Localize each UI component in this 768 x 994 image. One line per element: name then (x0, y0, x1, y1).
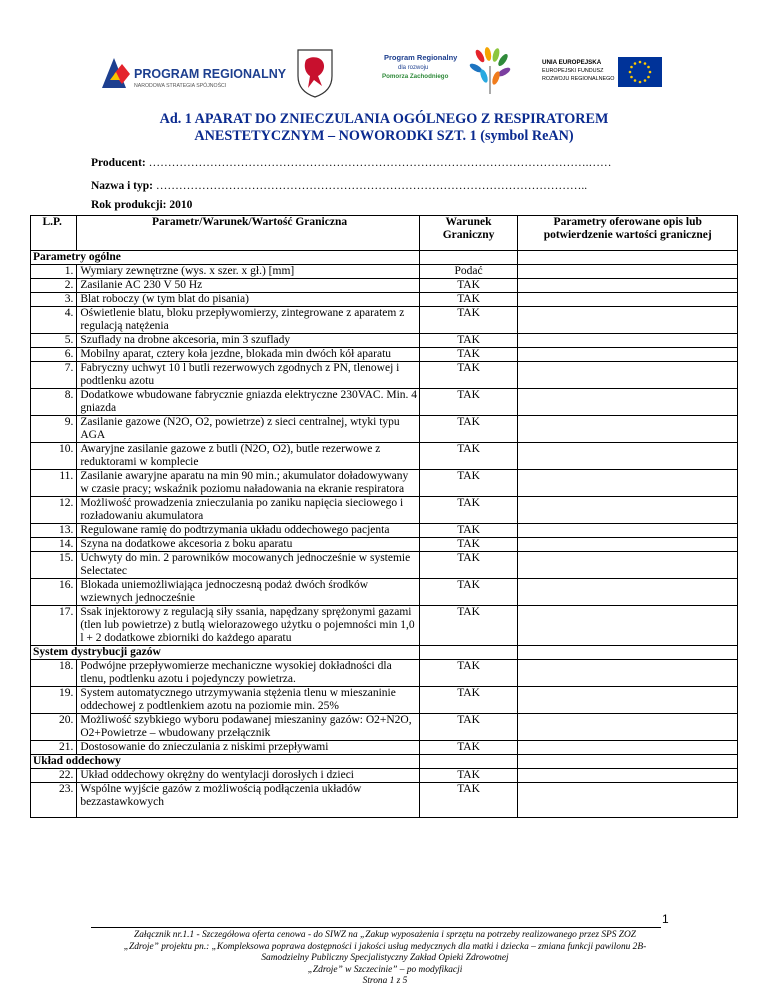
table-row (31, 687, 738, 714)
row-condition: TAK (419, 307, 518, 334)
row-description: Możliwość szybkiego wyboru podawanej mieszaniny gazów: O2+N2O, O2+Powietrze – wbudowany przełącznik (77, 714, 419, 741)
row-offered-parameter[interactable] (518, 348, 738, 362)
row-description: Regulowane ramię do podtrzymania układu oddechowego pacjenta (77, 524, 419, 538)
row-offered-parameter[interactable] (518, 265, 738, 279)
row-number: 19. (31, 687, 77, 714)
row-condition: TAK (419, 416, 518, 443)
row-number: 1. (31, 265, 77, 279)
header-parametr: Parametr/Warunek/Wartość Graniczna (77, 216, 419, 251)
row-description: Szyna na dodatkowe akcesoria z boku aparatu (77, 538, 419, 552)
table-row (31, 307, 738, 334)
row-description: Szuflady na drobne akcesoria, min 3 szuflady (77, 334, 419, 348)
program-regionalny-logo-subtext: NARODOWA STRATEGIA SPÓJNOŚCI (134, 83, 227, 89)
footer-line5: Strona 1 z 5 (362, 976, 408, 986)
table-row (31, 348, 738, 362)
row-number: 12. (31, 497, 77, 524)
section-row (31, 646, 738, 660)
row-condition: TAK (419, 348, 518, 362)
producent-label: Producent: (91, 157, 146, 169)
table-row (31, 606, 738, 646)
pomorze-zachodnie-logo (380, 46, 530, 96)
footer-line2: „Zdroje” projektu pn.: „Kompleksowa poprawa dostępności i jakości usług medycznych dla matki i dziecka – zmiana funkcji pawilonu 2B- (123, 941, 647, 952)
row-condition: TAK (419, 741, 518, 755)
row-offered-parameter[interactable] (518, 579, 738, 606)
row-offered-parameter[interactable] (518, 538, 738, 552)
pomorze-logo-line2: dla rozwoju (398, 65, 429, 71)
rok-value: 2010 (169, 199, 193, 211)
footer-divider (91, 927, 661, 928)
row-description: Fabryczny uchwyt 10 l butli rezerwowych zgodnych z PN, tlenowej i podtlenku azotu (77, 362, 419, 389)
row-number: 23. (31, 783, 77, 818)
program-regionalny-logo (100, 54, 287, 94)
row-offered-parameter[interactable] (518, 714, 738, 741)
row-description: Awaryjne zasilanie gazowe z butli (N2O, O2), butle rezerwowe z reduktorami w komplecie (77, 443, 419, 470)
row-description: Podwójne przepływomierze mechaniczne wysokiej dokładności dla tlenu, podtlenku azotu i pojedynczy powietrza. (77, 660, 419, 687)
row-condition: TAK (419, 579, 518, 606)
eu-logo-line3: ROZWOJU REGIONALNEGO (542, 76, 615, 82)
row-description: Wspólne wyjście gazów z możliwością podłączenia układów bezzastawkowych (77, 783, 419, 818)
row-description: Zasilanie gazowe (N2O, O2, powietrze) z sieci centralnej, wtyki typu AGA (77, 416, 419, 443)
row-number: 18. (31, 660, 77, 687)
row-number: 21. (31, 741, 77, 755)
row-condition: TAK (419, 660, 518, 687)
row-number: 17. (31, 606, 77, 646)
row-offered-parameter[interactable] (518, 552, 738, 579)
eu-logo (540, 54, 665, 90)
row-offered-parameter[interactable] (518, 497, 738, 524)
table-row (31, 362, 738, 389)
pomorze-logo-line3: Pomorza Zachodniego (382, 73, 449, 80)
row-condition: TAK (419, 389, 518, 416)
row-offered-parameter[interactable] (518, 362, 738, 389)
section-title: Układ oddechowy (31, 755, 420, 769)
row-condition: TAK (419, 606, 518, 646)
row-number: 6. (31, 348, 77, 362)
row-number: 2. (31, 279, 77, 293)
row-description: Ssak injektorowy z regulacją siły ssania, napędzany sprężonymi gazami (tlen lub powietrze) z butlą wielorazowego użytku o pojemności min 1,0 l + 2 dodatkowe zbiorniki do każdego aparatu (77, 606, 419, 646)
header-warunek: Warunek Graniczny (419, 216, 518, 251)
row-description: System automatycznego utrzymywania stężenia tlenu w mieszaninie oddechowej z podtlenkiem azotu na poziomie min. 25% (77, 687, 419, 714)
logo-bar (0, 40, 768, 100)
row-offered-parameter[interactable] (518, 293, 738, 307)
footer-line4: „Zdroje” w Szczecinie” – po modyfikacji (307, 964, 463, 975)
row-condition: TAK (419, 783, 518, 818)
row-description: Uchwyty do min. 2 parowników mocowanych jednocześnie w systemie Selectatec (77, 552, 419, 579)
row-description: Mobilny aparat, cztery koła jezdne, blokada min dwóch kół aparatu (77, 348, 419, 362)
row-offered-parameter[interactable] (518, 660, 738, 687)
row-number: 4. (31, 307, 77, 334)
section-title: Parametry ogólne (31, 251, 420, 265)
page-number: 1 (662, 912, 669, 926)
row-number: 16. (31, 579, 77, 606)
table-body (31, 251, 738, 818)
row-description: Blat roboczy (w tym blat do pisania) (77, 293, 419, 307)
row-offered-parameter[interactable] (518, 470, 738, 497)
section-cond-cell (419, 646, 518, 660)
row-number: 22. (31, 769, 77, 783)
table-row (31, 741, 738, 755)
footer-line1: Załącznik nr.1.1 - Szczegółowa oferta cenowa - do SIWZ na „Zakup wyposażenia i sprzętu na potrzeby realizowanego przez SPS ZOZ (134, 930, 636, 940)
rok-field (91, 199, 192, 211)
section-param-cell (518, 251, 738, 265)
row-description: Możliwość prowadzenia znieczulania po zaniku napięcia sieciowego i rozładowaniu akumulatora (77, 497, 419, 524)
eu-logo-line2: EUROPEJSKI FUNDUSZ (542, 68, 604, 74)
row-offered-parameter[interactable] (518, 307, 738, 334)
nazwa-field (91, 180, 587, 192)
table-row (31, 660, 738, 687)
document-title-line2: ANESTETYCZNYM – NOWORODKI SZT. 1 (symbol ReAN) (194, 128, 574, 144)
table-row (31, 552, 738, 579)
table-row (31, 783, 738, 818)
table-row (31, 293, 738, 307)
section-title: System dystrybucji gazów (31, 646, 420, 660)
row-condition: TAK (419, 714, 518, 741)
row-offered-parameter[interactable] (518, 279, 738, 293)
nazwa-dots: ………………………………………………………………………………………………….. (155, 180, 588, 192)
row-condition: TAK (419, 470, 518, 497)
row-description: Zasilanie AC 230 V 50 Hz (77, 279, 419, 293)
row-description: Układ oddechowy okrężny do wentylacji dorosłych i dzieci (77, 769, 419, 783)
eu-logo-line1: UNIA EUROPEJSKA (542, 59, 602, 66)
table-row (31, 470, 738, 497)
table-row (31, 279, 738, 293)
section-cond-cell (419, 251, 518, 265)
row-condition: TAK (419, 334, 518, 348)
table-row (31, 538, 738, 552)
row-condition: TAK (419, 279, 518, 293)
section-param-cell (518, 646, 738, 660)
row-condition: Podać (419, 265, 518, 279)
footer-line3: Samodzielny Publiczny Specjalistyczny Zakład Opieki Zdrowotnej (261, 953, 509, 963)
table-row (31, 524, 738, 538)
table-row (31, 497, 738, 524)
table-row (31, 769, 738, 783)
table-row (31, 443, 738, 470)
row-condition: TAK (419, 293, 518, 307)
row-offered-parameter[interactable] (518, 783, 738, 818)
row-number: 13. (31, 524, 77, 538)
header-oferowane: Parametry oferowane opis lub potwierdzenie wartości granicznej (518, 216, 738, 251)
producent-field (91, 157, 611, 169)
page-footer (60, 930, 710, 988)
row-number: 14. (31, 538, 77, 552)
row-offered-parameter[interactable] (518, 443, 738, 470)
section-row (31, 251, 738, 265)
table-row (31, 714, 738, 741)
row-offered-parameter[interactable] (518, 687, 738, 714)
row-condition: TAK (419, 524, 518, 538)
row-description: Wymiary zewnętrzne (wys. x szer. x gł.) [mm] (77, 265, 419, 279)
row-description: Dodatkowe wbudowane fabrycznie gniazda elektryczne 230VAC. Min. 4 gniazda (77, 389, 419, 416)
row-number: 15. (31, 552, 77, 579)
row-condition: TAK (419, 497, 518, 524)
row-number: 8. (31, 389, 77, 416)
document-title-line1: Ad. 1 APARAT DO ZNIECZULANIA OGÓLNEGO Z RESPIRATOREM (159, 111, 609, 127)
table-row (31, 416, 738, 443)
row-condition: TAK (419, 443, 518, 470)
table-row (31, 334, 738, 348)
row-number: 7. (31, 362, 77, 389)
row-offered-parameter[interactable] (518, 606, 738, 646)
row-number: 20. (31, 714, 77, 741)
header-lp: L.P. (31, 216, 77, 251)
document-title (0, 111, 768, 145)
row-description: Dostosowanie do znieczulania z niskimi przepływami (77, 741, 419, 755)
nazwa-label: Nazwa i typ: (91, 180, 153, 192)
row-offered-parameter[interactable] (518, 769, 738, 783)
leaves-icon (468, 47, 511, 94)
row-number: 11. (31, 470, 77, 497)
table-header-row (31, 216, 738, 251)
row-condition: TAK (419, 552, 518, 579)
row-condition: TAK (419, 769, 518, 783)
row-condition: TAK (419, 362, 518, 389)
rok-label: Rok produkcji: (91, 199, 167, 211)
section-param-cell (518, 755, 738, 769)
section-row (31, 755, 738, 769)
pomorze-logo-line1: Program Regionalny (384, 53, 458, 62)
row-number: 3. (31, 293, 77, 307)
row-number: 5. (31, 334, 77, 348)
row-offered-parameter[interactable] (518, 524, 738, 538)
parameters-table (30, 215, 738, 818)
row-offered-parameter[interactable] (518, 334, 738, 348)
row-offered-parameter[interactable] (518, 741, 738, 755)
row-number: 9. (31, 416, 77, 443)
row-condition: TAK (419, 687, 518, 714)
row-offered-parameter[interactable] (518, 389, 738, 416)
row-description: Blokada uniemożliwiająca jednoczesną podaż dwóch środków wziewnych jednocześnie (77, 579, 419, 606)
row-offered-parameter[interactable] (518, 416, 738, 443)
coat-of-arms-icon (296, 48, 334, 98)
row-condition: TAK (419, 538, 518, 552)
row-description: Oświetlenie blatu, bloku przepływomierzy, zintegrowane z aparatem z regulacją natężenia (77, 307, 419, 334)
section-cond-cell (419, 755, 518, 769)
row-number: 10. (31, 443, 77, 470)
table-row (31, 389, 738, 416)
program-regionalny-logo-text: PROGRAM REGIONALNY (134, 67, 287, 81)
producent-dots: …………………………………………………………………………………………………….…… (148, 157, 612, 169)
row-description: Zasilanie awaryjne aparatu na min 90 min.; akumulator doładowywany w czasie pracy; wskaźnik poziomu naładowania na ekranie respiratora (77, 470, 419, 497)
table-row (31, 265, 738, 279)
table-row (31, 579, 738, 606)
